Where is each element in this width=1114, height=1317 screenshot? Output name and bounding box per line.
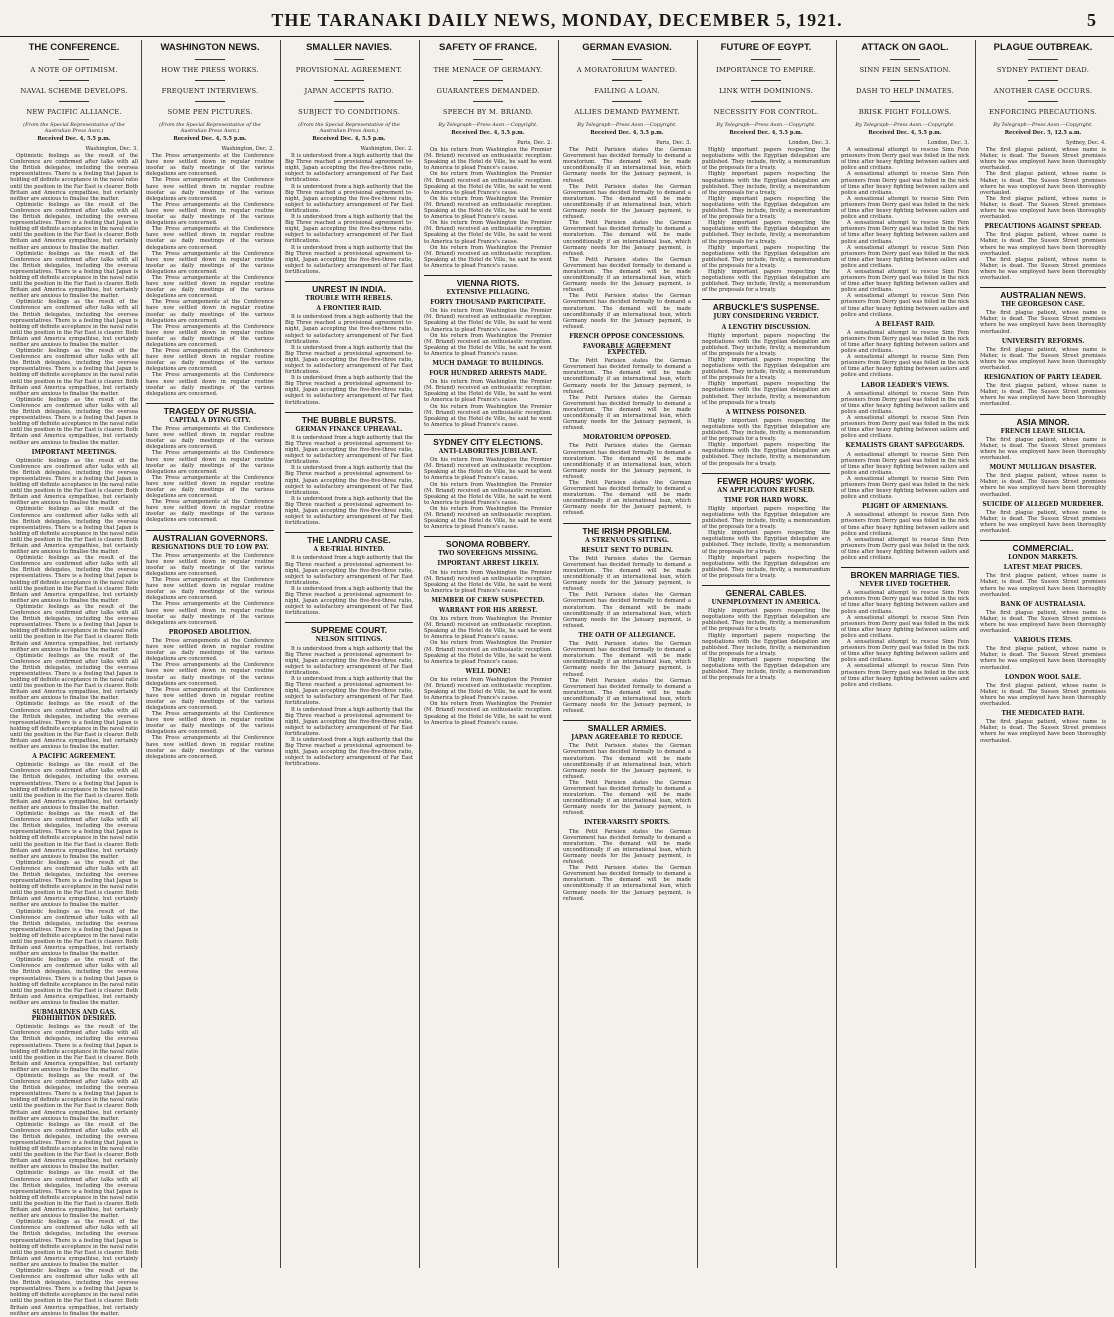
- column-smaller-navies: [285, 40, 413, 1268]
- article-body: On his return from Washington the Premier (M. Briand) received an enthusiastic reception. Speaking at the Hotel de Ville, he said he went to America to plead France's cause.: [424, 171, 552, 196]
- section-subhead: A PACIFIC AGREEMENT.: [32, 753, 116, 761]
- article-body: On his return from Washington the Premier (M. Briand) received an enthusiastic reception. Speaking at the Hotel de Ville, he said he went to America to plead France's cause.: [424, 308, 552, 333]
- section-headline: SONOMA ROBBERY.: [424, 536, 552, 547]
- section-subhead: UNEMPLOYMENT IN AMERICA.: [711, 599, 821, 607]
- section-subhead: NEVER LIVED TOGETHER.: [859, 581, 951, 589]
- section-subhead: RESIGNATION OF PARTY LEADER.: [983, 374, 1103, 382]
- headline: ATTACK ON GAOL.: [861, 42, 949, 53]
- article-body: It is understood from a high authority that the Big Three reached a provisional agreement to-night, Japan accepting the five-five-three ratio, subject to satisfactory arrangement of Far East fortifications.: [285, 214, 413, 245]
- section-subhead: WARRANT FOR HIS ARREST.: [438, 607, 538, 614]
- section-subhead: UNIVERSITY REFORMS.: [1001, 337, 1085, 345]
- section-headline: SMALLER ARMIES.: [563, 720, 691, 731]
- article-body: The Petit Parisien states the German Government has decided formally to demand a moratorium. The demand will be made unconditionally if an international loan, which Germany needs for the January payment, is refused.: [563, 183, 691, 221]
- article-body: It is understood from a high authority that the Big Three reached a provisional agreement to-night, Japan accepting the five-five-three ratio, subject to satisfactory arrangement of Far East fortifications.: [285, 645, 413, 676]
- subheadline: ENFORCING PRECAUTIONS.: [989, 108, 1097, 116]
- article-body: The Press arrangements at the Conference have now settled down in regular routine insofar as daily meetings of the various delegations are concerned.: [146, 474, 274, 500]
- article-body: Optimistic feelings as the result of the Conference are confirmed after talks with all the British delegates, including the oversea representatives. There is a feeling that Japan is holding off definite acceptance in the naval ratio until the position in the Far East is clearer. Both Britain and America sympathise, but certainly neither are anxious to finalise the matter.: [10, 506, 138, 556]
- article-body: The first plague patient, whose name is Maher, is dead. The Sussex Street premises where he was employed have been thoroughly overhauled.: [980, 609, 1106, 635]
- article-body: The Petit Parisien states the German Government has decided formally to demand a moratorium. The demand will be made unconditionally if an international loan, which Germany needs for the January payment, is refused.: [563, 779, 691, 817]
- section-headline: SYDNEY CITY ELECTIONS.: [424, 434, 552, 445]
- section-headline: THE IRISH PROBLEM.: [563, 523, 691, 534]
- article-body: Highly important papers respecting the negotiations with the Egyptian delegation are published. They include, firstly, a memorandum of the proposals for a treaty.: [702, 220, 830, 245]
- article-body: It is understood from a high authority that the Big Three reached a provisional agreement to-night, Japan accepting the five-five-three ratio, subject to satisfactory arrangement of Far East fortifications.: [285, 736, 413, 768]
- column-german-evasion: [563, 40, 691, 1268]
- article-body: The Petit Parisien states the German Government has decided formally to demand a moratorium. The demand will be made unconditionally if an international loan, which Germany needs for the January payment, is refused.: [563, 293, 691, 330]
- article-body: On his return from Washington the Premier (M. Briand) received an enthusiastic reception. Speaking at the Hotel de Ville, he said he went to America to plead France's cause.: [424, 676, 552, 702]
- article-body: The first plague patient, whose name is Maher, is dead. The Sussex Street premises where he was employed have been thoroughly overhauled.: [980, 646, 1106, 671]
- subheadline: PROVISIONAL AGREEMENT.: [295, 66, 403, 74]
- headline: SMALLER NAVIES.: [306, 42, 392, 53]
- article-body: The Press arrangements at the Conference have now settled down in regular routine insofar as daily meetings of the various delegations are concerned.: [146, 299, 274, 324]
- section-headline: SUPREME COURT.: [285, 622, 413, 633]
- article-body: Highly important papers respecting the negotiations with the Egyptian delegation are published. They include, firstly, a memorandum of the proposals for a treaty.: [702, 195, 830, 221]
- article-body: The Petit Parisien states the German Government has decided formally to demand a moratorium. The demand will be made unconditionally if an international loan, which Germany needs for the January payment, is refused.: [563, 479, 691, 517]
- article-body: On his return from Washington the Premier (M. Briand) received an enthusiastic reception. Speaking at the Hotel de Ville, he said he went to America to plead France's cause.: [424, 701, 552, 726]
- subheadline: HOW THE PRESS WORKS.: [161, 66, 259, 74]
- article-body: The Petit Parisien states the German Government has decided formally to demand a moratorium. The demand will be made unconditionally if an international loan, which Germany needs for the January payment, is refused.: [563, 256, 691, 294]
- section-subhead: RESIGNATIONS DUE TO LOW PAY.: [151, 543, 269, 551]
- article-body: The first plague patient, whose name is Maher, is dead. The Sussex Street premises where he was employed have been thoroughly overhauled.: [980, 719, 1106, 744]
- article-body: On his return from Washington the Premier (M. Briand) received an enthusiastic reception. Speaking at the Hotel de Ville, he said he went to America to plead France's cause.: [424, 220, 552, 245]
- received-line: Received Dec. 5, 12.5 a.m.: [1004, 130, 1082, 136]
- subheadline: SPEECH BY M. BRIAND.: [442, 108, 534, 116]
- article-body: On his return from Washington the Premier (M. Briand) received an enthusiastic reception. Speaking at the Hotel de Ville, he said he went to America to plead France's cause.: [424, 244, 552, 269]
- article-body: The Press arrangements at the Conference have now settled down in regular routine insofar as daily meetings of the various delegations are concerned.: [146, 153, 274, 178]
- article-body: Optimistic feelings as the result of the Conference are confirmed after talks with all the British delegates, including the oversea representatives. There is a feeling that Japan is holding off definite acceptance in the naval ratio until the position in the Far East is clearer. Both Britain and America sympathise, but certainly neither are anxious to finalise the matter.: [10, 908, 138, 958]
- article-body: A sensational attempt to rescue Sinn Fein prisoners from Derry gaol was foiled in the nick of time after heavy fighting between sailors and police and civilians.: [841, 220, 969, 245]
- article-body: Optimistic feelings as the result of the Conference are confirmed after talks with all the British delegates, including the oversea representatives. There is a feeling that Japan is holding off definite acceptance in the naval ratio until the position in the Far East is clearer. Both Britain and America sympathise, but certainly neither are anxious to finalise the matter.: [10, 1170, 138, 1220]
- article-body: The Press arrangements at the Conference have now settled down in regular routine insofar as daily meetings of the various delegations are concerned.: [146, 226, 274, 251]
- article-body: Highly important papers respecting the negotiations with the Egyptian delegation are published. They include, firstly, a memorandum of the proposals for a treaty.: [702, 381, 830, 406]
- section-subhead: FAVORABLE AGREEMENT EXPECTED.: [582, 343, 672, 357]
- headline: PLAGUE OUTBREAK.: [993, 42, 1093, 53]
- article-body: The Press arrangements at the Conference have now settled down in regular routine insofar as daily meetings of the various delegations are concerned.: [146, 499, 274, 524]
- section-subhead: INTER-VARSITY SPORTS.: [584, 819, 670, 827]
- columns-area: [6, 40, 1110, 1317]
- article-body: Highly important papers respecting the negotiations with the Egyptian delegation are published. They include, firstly, a memorandum of the proposals for a treaty.: [702, 244, 830, 269]
- subheadline: SYDNEY PATIENT DEAD.: [996, 66, 1090, 74]
- article-body: It is understood from a high authority that the Big Three reached a provisional agreement to-night, Japan accepting the five-five-three ratio, subject to satisfactory arrangement of Far East fortifications.: [285, 344, 413, 376]
- article-body: The Press arrangements at the Conference have now settled down in regular routine insofar as daily meetings of the various delegations are concerned.: [146, 372, 274, 397]
- section-subhead: THE GEORGESON CASE.: [1001, 301, 1085, 309]
- article-body: It is understood from a high authority that the Big Three reached a provisional agreement to-night, Japan accepting the five-five-three ratio, subject to satisfactory arrangement of Far East fortifications.: [285, 585, 413, 617]
- received-line: Received Dec. 4, 5.5 p.m.: [868, 130, 942, 136]
- section-subhead: SUBMARINES AND GAS. PROHIBITION DESIRED.: [31, 1009, 117, 1023]
- article-body: A sensational attempt to rescue Sinn Fein prisoners from Derry gaol was foiled in the nick of time after heavy fighting between sailors and police and civilians.: [841, 639, 969, 664]
- article-body: Optimistic feelings as the result of the Conference are confirmed after talks with all the British delegates, including the oversea representatives. There is a feeling that Japan is holding off definite acceptance in the naval ratio until the position in the Far East is clearer. Both Britain and America sympathise, but certainly neither are anxious to finalise the matter.: [10, 299, 138, 348]
- article-body: The Petit Parisien states the German Government has decided formally to demand a moratorium. The demand will be made unconditionally if an international loan, which Germany needs for the January payment, is refused.: [563, 555, 691, 593]
- article-body: Optimistic feelings as the result of the Conference are confirmed after talks with all the British delegates, including the oversea representatives. There is a feeling that Japan is holding off definite acceptance in the naval ratio until the position in the Far East is clearer. Both Britain and America sympathise, but certainly neither are anxious to finalise the matter.: [10, 603, 138, 653]
- article-body: A sensational attempt to rescue Sinn Fein prisoners from Derry gaol was foiled in the nick of time after heavy fighting between sailors and police and civilians.: [841, 244, 969, 269]
- section-subhead: KEMALISTS GRANT SAFEGUARDS.: [845, 442, 965, 450]
- byline: By Telegraph—Press Assn.—Copyright.: [855, 122, 955, 128]
- subheadline: LINK WITH DOMINIONS.: [718, 87, 814, 95]
- byline: (From the Special Representative of the Australian Press Assn.): [159, 122, 261, 134]
- article-body: It is understood from a high authority that the Big Three reached a provisional agreement to-night, Japan accepting the five-five-three ratio, subject to satisfactory arrangement of Far East fortifications.: [285, 375, 413, 406]
- received-line: Received Dec. 4, 5.5 p.m.: [312, 136, 386, 142]
- column-washington: [146, 40, 274, 1268]
- received-line: Received Dec. 4, 5.5 p.m.: [173, 136, 247, 142]
- page-number: 5: [1087, 10, 1096, 30]
- headline: FUTURE OF EGYPT.: [720, 42, 812, 53]
- article-body: It is understood from a high authority that the Big Three reached a provisional agreement to-night, Japan accepting the five-five-three ratio, subject to satisfactory arrangement of Far East fortifications.: [285, 465, 413, 496]
- subheadline: ANOTHER CASE OCCURS.: [993, 87, 1093, 95]
- article-body: Optimistic feelings as the result of the Conference are confirmed after talks with all the British delegates, including the oversea representatives. There is a feeling that Japan is holding off definite acceptance in the naval ratio until the position in the Far East is clearer. Both Britain and America sympathise, but certainly neither are anxious to finalise the matter.: [10, 859, 138, 909]
- article-body: Optimistic feelings as the result of the Conference are confirmed after talks with all the British delegates, including the oversea representatives. There is a feeling that Japan is holding off definite acceptance in the naval ratio until the position in the Far East is clearer. Both Britain and America sympathise, but certainly neither are anxious to finalise the matter.: [10, 396, 138, 446]
- article-body: The Press arrangements at the Conference have now settled down in regular routine insofar as daily meetings of the various delegations are concerned.: [146, 662, 274, 687]
- article-body: A sensational attempt to rescue Sinn Fein prisoners from Derry gaol was foiled in the nick of time after heavy fighting between sailors and police and civilians.: [841, 415, 969, 440]
- subheadline: SOME PEN PICTURES.: [167, 108, 253, 116]
- article-body: The first plague patient, whose name is Maher, is dead. The Sussex Street premises where he was employed have been thoroughly overhauled.: [980, 171, 1106, 196]
- section-headline: TRAGEDY OF RUSSIA.: [146, 403, 274, 414]
- section-subhead: FRENCH OPPOSE CONCESSIONS.: [569, 332, 685, 340]
- section-subhead: PRECAUTIONS AGAINST SPREAD.: [984, 223, 1102, 231]
- article-body: The Petit Parisien states the German Government has decided formally to demand a moratorium. The demand will be made unconditionally if an international loan, which Germany needs for the January payment, is refused.: [563, 358, 691, 395]
- article-body: Optimistic feelings as the result of the Conference are confirmed after talks with all the British delegates, including the oversea representatives. There is a feeling that Japan is holding off definite acceptance in the naval ratio until the position in the Far East is clearer. Both Britain and America sympathise, but certainly neither are anxious to finalise the matter.: [10, 457, 138, 507]
- section-subhead: SUICIDE OF ALLEGED MURDERER.: [982, 500, 1104, 508]
- section-subhead: TWO SOVEREIGNS MISSING.: [438, 550, 538, 558]
- subheadline: JAPAN ACCEPTS RATIO.: [304, 87, 394, 95]
- article-body: The Press arrangements at the Conference have now settled down in regular routine insofar as daily meetings of the various delegations are concerned.: [146, 552, 274, 577]
- subheadline: BRISK FIGHT FOLLOWS.: [858, 108, 952, 116]
- section-headline: GENERAL CABLES.: [702, 585, 830, 596]
- article-body: Optimistic feelings as the result of the Conference are confirmed after talks with all the British delegates, including the oversea representatives. There is a feeling that Japan is holding off definite acceptance in the naval ratio until the position in the Far East is clearer. Both Britain and America sympathise, but certainly neither are anxious to finalise the matter.: [10, 250, 138, 300]
- article-body: The first plague patient, whose name is Maher, is dead. The Sussex Street premises where he was employed have been thoroughly overhauled.: [980, 383, 1106, 408]
- article-body: The Press arrangements at the Conference have now settled down in regular routine insofar as daily meetings of the various delegations are concerned.: [146, 201, 274, 227]
- article-body: Highly important papers respecting the negotiations with the Egyptian delegation are published. They include, firstly, a memorandum of the proposals for a treaty.: [702, 530, 830, 555]
- article-body: Optimistic feelings as the result of the Conference are confirmed after talks with all the British delegates, including the oversea representatives. There is a feeling that Japan is holding off definite acceptance in the naval ratio until the position in the Far East is clearer. Both Britain and America sympathise, but certainly neither are anxious to finalise the matter.: [10, 1121, 138, 1171]
- article-body: On his return from Washington the Premier (M. Briand) received an enthusiastic reception. Speaking at the Hotel de Ville, he said he went to America to plead France's cause.: [424, 457, 552, 482]
- article-body: Highly important papers respecting the negotiations with the Egyptian delegation are published. They include, firstly, a memorandum of the proposals for a treaty.: [702, 608, 830, 633]
- article-body: The Petit Parisien states the German Government has decided formally to demand a moratorium. The demand will be made unconditionally if an international loan, which Germany needs for the January payment, is refused.: [563, 828, 691, 866]
- section-headline: COMMERCIAL.: [980, 540, 1106, 551]
- article-body: A sensational attempt to rescue Sinn Fein prisoners from Derry gaol was foiled in the nick of time after heavy fighting between sailors and police and civilians.: [841, 663, 969, 688]
- article-body: Highly important papers respecting the negotiations with the Egyptian delegation are published. They include, firstly, a memorandum of the proposals for a treaty.: [702, 442, 830, 467]
- article-body: A sensational attempt to rescue Sinn Fein prisoners from Derry gaol was foiled in the nick of time after heavy fighting between sailors and police and civilians.: [841, 147, 969, 172]
- section-headline: AUSTRALIAN GOVERNORS.: [146, 530, 274, 541]
- section-headline: THE LANDRU CASE.: [285, 532, 413, 543]
- section-subhead: A LENGTHY DISCUSSION.: [721, 323, 811, 331]
- byline: By Telegraph—Press Assn.—Copyright.: [438, 122, 538, 128]
- article-body: The Press arrangements at the Conference have now settled down in regular routine insofar as daily meetings of the various delegations are concerned.: [146, 348, 274, 373]
- section-subhead: PROPOSED ABOLITION.: [168, 628, 252, 636]
- article-body: The first plague patient, whose name is Maher, is dead. The Sussex Street premises where he was employed have been thoroughly overhauled.: [980, 346, 1106, 371]
- column-conference: [10, 40, 138, 1317]
- article-body: Highly important papers respecting the negotiations with the Egyptian delegation are published. They include, firstly, a memorandum of the proposals for a treaty.: [702, 357, 830, 382]
- section-subhead: THE OATH OF ALLEGIANCE.: [578, 631, 676, 639]
- section-subhead: TROUBLE WITH REBELS.: [305, 295, 393, 303]
- article-body: A sensational attempt to rescue Sinn Fein prisoners from Derry gaol was foiled in the nick of time after heavy fighting between sailors and police and civilians.: [841, 293, 969, 318]
- article-body: It is understood from a high authority that the Big Three reached a provisional agreement to-night, Japan accepting the five-five-three ratio, subject to satisfactory arrangement of Far East fortifications.: [285, 434, 413, 466]
- section-subhead: GERMAN FINANCE UPHEAVAL.: [295, 425, 403, 433]
- article-body: A sensational attempt to rescue Sinn Fein prisoners from Derry gaol was foiled in the nick of time after heavy fighting between sailors and police and civilians.: [841, 329, 969, 355]
- article-body: It is understood from a high authority that the Big Three reached a provisional agreement to-night, Japan accepting the five-five-three ratio, subject to satisfactory arrangement of Far East fortifications.: [285, 495, 413, 527]
- article-body: Highly important papers respecting the negotiations with the Egyptian delegation are published. They include, firstly, a memorandum of the proposals for a treaty.: [702, 632, 830, 657]
- article-body: A sensational attempt to rescue Sinn Fein prisoners from Derry gaol was foiled in the nick of time after heavy fighting between sailors and police and civilians.: [841, 512, 969, 537]
- section-subhead: JURY CONSIDERING VERDICT.: [713, 313, 819, 321]
- section-headline: UNREST IN INDIA.: [285, 281, 413, 292]
- article-body: Optimistic feelings as the result of the Conference are confirmed after talks with all the British delegates, including the oversea representatives. There is a feeling that Japan is holding off definite acceptance in the naval ratio until the position in the Far East is clearer. Both Britain and America sympathise, but certainly neither are anxious to finalise the matter.: [10, 762, 138, 811]
- article-body: On his return from Washington the Premier (M. Briand) received an enthusiastic reception. Speaking at the Hotel de Ville, he said he went to America to plead France's cause.: [424, 195, 552, 221]
- byline: By Telegraph—Press Assn.—Copyright.: [577, 122, 677, 128]
- article-body: Highly important papers respecting the negotiations with the Egyptian delegation are published. They include, firstly, a memorandum of the proposals for a treaty.: [702, 171, 830, 196]
- article-body: On his return from Washington the Premier (M. Briand) received an enthusiastic reception. Speaking at the Hotel de Ville, he said he went to America to plead France's cause.: [424, 640, 552, 665]
- article-body: Highly important papers respecting the negotiations with the Egyptian delegation are published. They include, firstly, a memorandum of the proposals for a treaty.: [702, 268, 830, 294]
- dateline: Washington, Dec. 2.: [360, 146, 413, 152]
- article-body: The Petit Parisien states the German Government has decided formally to demand a moratorium. The demand will be made unconditionally if an international loan, which Germany needs for the January payment, is refused.: [563, 220, 691, 257]
- article-body: It is understood from a high authority that the Big Three reached a provisional agreement to-night, Japan accepting the five-five-three ratio, subject to satisfactory arrangement of Far East fortifications.: [285, 676, 413, 707]
- section-subhead: THE MEDICATED BATH.: [1001, 710, 1085, 718]
- article-body: The Press arrangements at the Conference have now settled down in regular routine insofar as daily meetings of the various delegations are concerned.: [146, 426, 274, 451]
- section-subhead: WELL DONE!: [465, 667, 511, 675]
- article-body: The Press arrangements at the Conference have now settled down in regular routine insofar as daily meetings of the various delegations are concerned.: [146, 577, 274, 602]
- article-body: A sensational attempt to rescue Sinn Fein prisoners from Derry gaol was foiled in the nick of time after heavy fighting between sailors and police and civilians.: [841, 614, 969, 639]
- article-body: A sensational attempt to rescue Sinn Fein prisoners from Derry gaol was foiled in the nick of time after heavy fighting between sailors and police and civilians.: [841, 195, 969, 221]
- article-body: The first plague patient, whose name is Maher, is dead. The Sussex Street premises where he was employed have been thoroughly overhauled.: [980, 147, 1106, 172]
- article-body: A sensational attempt to rescue Sinn Fein prisoners from Derry gaol was foiled in the nick of time after heavy fighting between sailors and police and civilians.: [841, 171, 969, 196]
- received-line: Received Dec. 4, 5.5 p.m.: [729, 130, 803, 136]
- dateline: London, Dec. 3.: [788, 140, 830, 146]
- article-body: Optimistic feelings as the result of the Conference are confirmed after talks with all the British delegates, including the oversea representatives. There is a feeling that Japan is holding off definite acceptance in the naval ratio until the position in the Far East is clearer. Both Britain and America sympathise, but certainly neither are anxious to finalise the matter.: [10, 201, 138, 251]
- article-body: On his return from Washington the Premier (M. Briand) received an enthusiastic reception. Speaking at the Hotel de Ville, he said he went to America to plead France's cause.: [424, 481, 552, 506]
- section-subhead: ANTI-LABORITES JUBILANT.: [438, 448, 538, 456]
- section-subhead: NELSON SITTINGS.: [315, 636, 383, 644]
- article-body: Optimistic feelings as the result of the Conference are confirmed after talks with all the British delegates, including the oversea representatives. There is a feeling that Japan is holding off definite acceptance in the naval ratio until the position in the Far East is clearer. Both Britain and America sympathise, but certainly neither are anxious to finalise the matter.: [10, 1024, 138, 1073]
- column-plague-outbreak: [980, 40, 1106, 1268]
- section-subhead: A WITNESS POISONED.: [725, 408, 807, 416]
- dateline: Paris, Dec. 2.: [517, 140, 552, 146]
- article-body: On his return from Washington the Premier (M. Briand) received an enthusiastic reception. Speaking at the Hotel de Ville, he said he went to America to plead France's cause.: [424, 505, 552, 531]
- byline: By Telegraph—Press Assn.—Copyright.: [993, 122, 1093, 128]
- article-body: Highly important papers respecting the negotiations with the Egyptian delegation are published. They include, firstly, a memorandum of the proposals for a treaty.: [702, 332, 830, 357]
- subheadline: DASH TO HELP INMATES.: [856, 87, 954, 95]
- article-body: The first plague patient, whose name is Maher, is dead. The Sussex Street premises where he was employed have been thoroughly overhauled.: [980, 573, 1106, 598]
- section-subhead: A FRONTIER RAID.: [316, 305, 382, 313]
- article-body: The Press arrangements at the Conference have now settled down in regular routine insofar as daily meetings of the various delegations are concerned.: [146, 323, 274, 348]
- subheadline: GUARANTEES DEMANDED.: [436, 87, 540, 95]
- section-subhead: MORATORIUM OPPOSED.: [582, 434, 672, 442]
- section-subhead: FORTY THOUSAND PARTICIPATE.: [430, 299, 546, 307]
- byline: By Telegraph—Press Assn.—Copyright.: [716, 122, 816, 128]
- article-body: The Press arrangements at the Conference have now settled down in regular routine insofar as daily meetings of the various delegations are concerned.: [146, 450, 274, 475]
- article-body: On his return from Washington the Premier (M. Briand) received an enthusiastic reception. Speaking at the Hotel de Ville, he said he went to America to plead France's cause.: [424, 616, 552, 641]
- article-body: On his return from Washington the Premier (M. Briand) received an enthusiastic reception. Speaking at the Hotel de Ville, he said he went to America to plead France's cause.: [424, 379, 552, 404]
- article-body: The first plague patient, whose name is Maher, is dead. The Sussex Street premises where he was employed have been thoroughly overhauled.: [980, 256, 1106, 281]
- section-subhead: EXTENSIVE PILLAGING.: [446, 289, 530, 297]
- article-body: Highly important papers respecting the negotiations with the Egyptian delegation are published. They include, firstly, a memorandum of the proposals for a treaty.: [702, 554, 830, 579]
- article-body: The Press arrangements at the Conference have now settled down in regular routine insofar as daily meetings of the various delegations are concerned.: [146, 177, 274, 202]
- section-subhead: CAPITAL A DYING CITY.: [169, 416, 251, 424]
- section-headline: THE BUBBLE BURSTS.: [285, 412, 413, 423]
- section-headline: VIENNA RIOTS.: [424, 275, 552, 286]
- article-body: On his return from Washington the Premier (M. Briand) received an enthusiastic reception. Speaking at the Hotel de Ville, he said he went to America to plead France's cause.: [424, 569, 552, 594]
- article-body: A sensational attempt to rescue Sinn Fein prisoners from Derry gaol was foiled in the nick of time after heavy fighting between sailors and police and civilians.: [841, 590, 969, 615]
- section-subhead: A RE-TRIAL HINTED.: [313, 546, 385, 554]
- article-body: On his return from Washington the Premier (M. Briand) received an enthusiastic reception. Speaking at the Hotel de Ville, he said he went to America to plead France's cause.: [424, 332, 552, 357]
- subheadline: NECESSITY FOR CONTROL.: [713, 108, 819, 116]
- article-body: The Petit Parisien states the German Government has decided formally to demand a moratorium. The demand will be made unconditionally if an international loan, which Germany needs for the January payment, is refused.: [563, 677, 691, 715]
- section-subhead: TIME FOR HARD WORK.: [724, 496, 808, 504]
- article-body: The Petit Parisien states the German Government has decided formally to demand a moratorium. The demand will be made unconditionally if an international loan, which Germany needs for the January payment, is refused.: [563, 147, 691, 184]
- section-subhead: FOUR HUNDRED ARRESTS MADE.: [429, 370, 547, 378]
- column-safety-of-france: [424, 40, 552, 1268]
- subheadline: SINN FEIN SENSATION.: [859, 66, 951, 74]
- section-headline: FEWER HOURS' WORK.: [702, 473, 830, 484]
- section-subhead: LONDON MARKETS.: [1008, 554, 1078, 562]
- article-body: It is understood from a high authority that the Big Three reached a provisional agreement to-night, Japan accepting the five-five-three ratio, subject to satisfactory arrangement of Far East fortifications.: [285, 183, 413, 214]
- subheadline: SUBJECT TO CONDITIONS.: [298, 108, 400, 116]
- article-body: The Press arrangements at the Conference have now settled down in regular routine insofar as daily meetings of the various delegations are concerned.: [146, 686, 274, 711]
- section-headline: BROKEN MARRIAGE TIES.: [841, 567, 969, 578]
- article-body: Optimistic feelings as the result of the Conference are confirmed after talks with all the British delegates, including the oversea representatives. There is a feeling that Japan is holding off definite acceptance in the naval ratio until the position in the Far East is clearer. Both Britain and America sympathise, but certainly neither are anxious to finalise the matter.: [10, 701, 138, 751]
- section-subhead: MUCH DAMAGE TO BUILDINGS.: [432, 360, 544, 367]
- article-body: On his return from Washington the Premier (M. Briand) received an enthusiastic reception. Speaking at the Hotel de Ville, he said he went to America to plead France's cause.: [424, 403, 552, 428]
- headline: SAFETY OF FRANCE.: [439, 42, 537, 53]
- subheadline: FAILING A LOAN.: [594, 87, 660, 95]
- article-body: The Press arrangements at the Conference have now settled down in regular routine insofar as daily meetings of the various delegations are concerned.: [146, 274, 274, 300]
- section-headline: AUSTRALIAN NEWS.: [980, 287, 1106, 298]
- article-body: The Petit Parisien states the German Government has decided formally to demand a moratorium. The demand will be made unconditionally if an international loan, which Germany needs for the January payment, is refused.: [563, 743, 691, 780]
- subheadline: A MORATORIUM WANTED.: [576, 66, 678, 74]
- newspaper-title: THE TARANAKI DAILY NEWS, MONDAY, DECEMBER 5, 1921.: [271, 10, 843, 30]
- article-body: It is understood from a high authority that the Big Three reached a provisional agreement to-night, Japan accepting the five-five-three ratio, subject to satisfactory arrangement of Far East fortifications.: [285, 706, 413, 737]
- article-body: It is understood from a high authority that the Big Three reached a provisional agreement to-night, Japan accepting the five-five-three ratio, subject to satisfactory arrangement of Far East fortifications.: [285, 314, 413, 345]
- article-body: Highly important papers respecting the negotiations with the Egyptian delegation are published. They include, firstly, a memorandum of the proposals for a treaty.: [702, 656, 830, 682]
- subheadline: NAVAL SCHEME DEVELOPS.: [20, 87, 128, 95]
- section-subhead: LATEST MEAT PRICES.: [1003, 564, 1083, 572]
- article-body: Optimistic feelings as the result of the Conference are confirmed after talks with all the British delegates, including the oversea representatives. There is a feeling that Japan is holding off definite acceptance in the naval ratio until the position in the Far East is clearer. Both Britain and America sympathise, but certainly neither are anxious to finalise the matter.: [10, 348, 138, 397]
- article-body: A sensational attempt to rescue Sinn Fein prisoners from Derry gaol was foiled in the nick of time after heavy fighting between sailors and police and civilians.: [841, 354, 969, 379]
- section-subhead: BANK OF AUSTRALASIA.: [1000, 600, 1086, 608]
- section-subhead: MOUNT MULLIGAN DISASTER.: [989, 464, 1097, 472]
- subheadline: A NOTE OF OPTIMISM.: [30, 66, 118, 74]
- section-subhead: MEMBER OF CREW SUSPECTED.: [431, 596, 545, 604]
- byline: (From the Special Representative of the Australian Press Assn.): [23, 122, 125, 134]
- headline: THE CONFERENCE.: [28, 42, 120, 53]
- article-body: Optimistic feelings as the result of the Conference are confirmed after talks with all the British delegates, including the oversea representatives. There is a feeling that Japan is holding off definite acceptance in the naval ratio until the position in the Far East is clearer. Both Britain and America sympathise, but certainly neither are anxious to finalise the matter.: [10, 957, 138, 1006]
- subheadline: ALLIES DEMAND PAYMENT.: [574, 108, 680, 116]
- article-body: A sensational attempt to rescue Sinn Fein prisoners from Derry gaol was foiled in the nick of time after heavy fighting between sailors and police and civilians.: [841, 475, 969, 501]
- article-body: Highly important papers respecting the negotiations with the Egyptian delegation are published. They include, firstly, a memorandum of the proposals for a treaty.: [702, 505, 830, 531]
- section-subhead: IMPORTANT MEETINGS.: [31, 448, 117, 456]
- section-subhead: A BELFAST RAID.: [875, 320, 935, 328]
- subheadline: THE MENACE OF GERMANY.: [433, 66, 543, 74]
- section-subhead: VARIOUS ITEMS.: [1013, 637, 1073, 645]
- section-headline: ARBUCKLE'S SUSPENSE.: [702, 299, 830, 310]
- article-body: Optimistic feelings as the result of the Conference are confirmed after talks with all the British delegates, including the oversea representatives. There is a feeling that Japan is holding off definite acceptance in the naval ratio until the position in the Far East is clearer. Both Britain and America sympathise, but certainly neither are anxious to finalise the matter.: [10, 811, 138, 860]
- subheadline: IMPORTANCE TO EMPIRE.: [715, 66, 816, 74]
- headline: WASHINGTON NEWS.: [160, 42, 260, 53]
- article-body: The Press arrangements at the Conference have now settled down in regular routine insofar as daily meetings of the various delegations are concerned.: [146, 735, 274, 760]
- article-body: The first plague patient, whose name is Maher, is dead. The Sussex Street premises where he was employed have been thoroughly overhauled.: [980, 195, 1106, 221]
- subheadline: FREQUENT INTERVIEWS.: [161, 87, 259, 95]
- section-subhead: IMPORTANT ARREST LIKELY.: [437, 560, 539, 568]
- dateline: Washington, Dec. 2.: [221, 146, 274, 152]
- subheadline: NEW PACIFIC ALLIANCE.: [26, 108, 122, 116]
- column-attack-on-gaol: [841, 40, 969, 1268]
- article-body: Optimistic feelings as the result of the Conference are confirmed after talks with all the British delegates, including the oversea representatives. There is a feeling that Japan is holding off definite acceptance in the naval ratio until the position in the Far East is clearer. Both Britain and America sympathise, but certainly neither are anxious to finalise the matter.: [10, 1219, 138, 1268]
- article-body: It is understood from a high authority that the Big Three reached a provisional agreement to-night, Japan accepting the five-five-three ratio, subject to satisfactory arrangement of Far East fortifications.: [285, 153, 413, 184]
- section-subhead: PLIGHT OF ARMENIANS.: [862, 503, 948, 511]
- article-body: Optimistic feelings as the result of the Conference are confirmed after talks with all the British delegates, including the oversea representatives. There is a feeling that Japan is holding off definite acceptance in the naval ratio until the position in the Far East is clearer. Both Britain and America sympathise, but certainly neither are anxious to finalise the matter.: [10, 153, 138, 202]
- dateline: London, Dec. 3.: [927, 140, 969, 146]
- section-subhead: FRENCH LEAVE SILICIA.: [1000, 427, 1086, 435]
- article-body: The first plague patient, whose name is Maher, is dead. The Sussex Street premises where he was employed have been thoroughly overhauled.: [980, 509, 1106, 534]
- received-line: Received Dec. 4, 5.5 p.m.: [590, 130, 664, 136]
- received-line: Received Dec. 4, 5.5 p.m.: [451, 130, 525, 136]
- article-body: Optimistic feelings as the result of the Conference are confirmed after talks with all the British delegates, including the oversea representatives. There is a feeling that Japan is holding off definite acceptance in the naval ratio until the position in the Far East is clearer. Both Britain and America sympathise, but certainly neither are anxious to finalise the matter.: [10, 1267, 138, 1317]
- article-body: The Press arrangements at the Conference have now settled down in regular routine insofar as daily meetings of the various delegations are concerned.: [146, 637, 274, 663]
- section-subhead: JAPAN AGREEABLE TO REDUCE.: [571, 734, 683, 742]
- article-body: A sensational attempt to rescue Sinn Fein prisoners from Derry gaol was foiled in the nick of time after heavy fighting between sailors and police and civilians.: [841, 536, 969, 561]
- article-body: The Petit Parisien states the German Government has decided formally to demand a moratorium. The demand will be made unconditionally if an international loan, which Germany needs for the January payment, is refused.: [563, 641, 691, 678]
- article-body: The first plague patient, whose name is Maher, is dead. The Sussex Street premises where he was employed have been thoroughly overhauled.: [980, 310, 1106, 335]
- article-body: The Press arrangements at the Conference have now settled down in regular routine insofar as daily meetings of the various delegations are concerned.: [146, 711, 274, 736]
- article-body: The Petit Parisien states the German Government has decided formally to demand a moratorium. The demand will be made unconditionally if an international loan, which Germany needs for the January payment, is refused.: [563, 394, 691, 432]
- article-body: The first plague patient, whose name is Maher, is dead. The Sussex Street premises where he was employed have been thoroughly overhauled.: [980, 682, 1106, 708]
- section-subhead: LONDON WOOL SALE.: [1004, 673, 1082, 681]
- section-subhead: RESULT SENT TO DUBLIN.: [581, 546, 673, 554]
- article-body: A sensational attempt to rescue Sinn Fein prisoners from Derry gaol was foiled in the nick of time after heavy fighting between sailors and police and civilians.: [841, 451, 969, 476]
- column-future-of-egypt: [702, 40, 830, 1268]
- article-body: The Press arrangements at the Conference have now settled down in regular routine insofar as daily meetings of the various delegations are concerned.: [146, 250, 274, 275]
- article-body: On his return from Washington the Premier (M. Briand) received an enthusiastic reception. Speaking at the Hotel de Ville, he said he went to America to plead France's cause.: [424, 147, 552, 172]
- article-body: A sensational attempt to rescue Sinn Fein prisoners from Derry gaol was foiled in the nick of time after heavy fighting between sailors and police and civilians.: [841, 390, 969, 415]
- article-body: It is understood from a high authority that the Big Three reached a provisional agreement to-night, Japan accepting the five-five-three ratio, subject to satisfactory arrangement of Far East fortifications.: [285, 244, 413, 275]
- dateline: Sydney, Dec. 4.: [1065, 140, 1106, 146]
- article-body: Highly important papers respecting the negotiations with the Egyptian delegation are published. They include, firstly, a memorandum of the proposals for a treaty.: [702, 147, 830, 172]
- article-body: It is understood from a high authority that the Big Three reached a provisional agreement to-night, Japan accepting the five-five-three ratio, subject to satisfactory arrangement of Far East fortifications.: [285, 555, 413, 586]
- headline: GERMAN EVASION.: [582, 42, 672, 53]
- byline: (From the Special Representative of the Australian Press Assn.): [298, 122, 400, 134]
- article-body: Optimistic feelings as the result of the Conference are confirmed after talks with all the British delegates, including the oversea representatives. There is a feeling that Japan is holding off definite acceptance in the naval ratio until the position in the Far East is clearer. Both Britain and America sympathise, but certainly neither are anxious to finalise the matter.: [10, 1072, 138, 1122]
- masthead: [0, 0, 1114, 37]
- article-body: Optimistic feelings as the result of the Conference are confirmed after talks with all the British delegates, including the oversea representatives. There is a feeling that Japan is holding off definite acceptance in the naval ratio until the position in the Far East is clearer. Both Britain and America sympathise, but certainly neither are anxious to finalise the matter.: [10, 555, 138, 604]
- article-body: Optimistic feelings as the result of the Conference are confirmed after talks with all the British delegates, including the oversea representatives. There is a feeling that Japan is holding off definite acceptance in the naval ratio until the position in the Far East is clearer. Both Britain and America sympathise, but certainly neither are anxious to finalise the matter.: [10, 652, 138, 702]
- section-headline: ASIA MINOR.: [980, 414, 1106, 425]
- article-body: Highly important papers respecting the negotiations with the Egyptian delegation are published. They include, firstly, a memorandum of the proposals for a treaty.: [702, 417, 830, 443]
- article-body: The Petit Parisien states the German Government has decided formally to demand a moratorium. The demand will be made unconditionally if an international loan, which Germany needs for the January payment, is refused.: [563, 592, 691, 629]
- section-subhead: AN APPLICATION REFUSED.: [717, 486, 815, 494]
- article-body: The first plague patient, whose name is Maher, is dead. The Sussex Street premises where he was employed have been thoroughly overhauled.: [980, 232, 1106, 257]
- dateline: Paris, Dec. 3.: [656, 140, 691, 146]
- article-body: The Petit Parisien states the German Government has decided formally to demand a moratorium. The demand will be made unconditionally if an international loan, which Germany needs for the January payment, is refused.: [563, 443, 691, 480]
- article-body: The Petit Parisien states the German Government has decided formally to demand a moratorium. The demand will be made unconditionally if an international loan, which Germany needs for the January payment, is refused.: [563, 865, 691, 902]
- received-line: Received Dec. 4, 5.5 p.m.: [37, 136, 111, 142]
- section-subhead: A STRENUOUS SITTING.: [585, 536, 669, 544]
- dateline: Washington, Dec. 3.: [85, 146, 138, 152]
- article-body: The first plague patient, whose name is Maher, is dead. The Sussex Street premises where he was employed have been thoroughly overhauled.: [980, 473, 1106, 498]
- article-body: The first plague patient, whose name is Maher, is dead. The Sussex Street premises where he was employed have been thoroughly overhauled.: [980, 436, 1106, 462]
- section-subhead: LABOR LEADER'S VIEWS.: [861, 381, 949, 389]
- article-body: A sensational attempt to rescue Sinn Fein prisoners from Derry gaol was foiled in the nick of time after heavy fighting between sailors and police and civilians.: [841, 268, 969, 294]
- article-body: The Press arrangements at the Conference have now settled down in regular routine insofar as daily meetings of the various delegations are concerned.: [146, 601, 274, 626]
